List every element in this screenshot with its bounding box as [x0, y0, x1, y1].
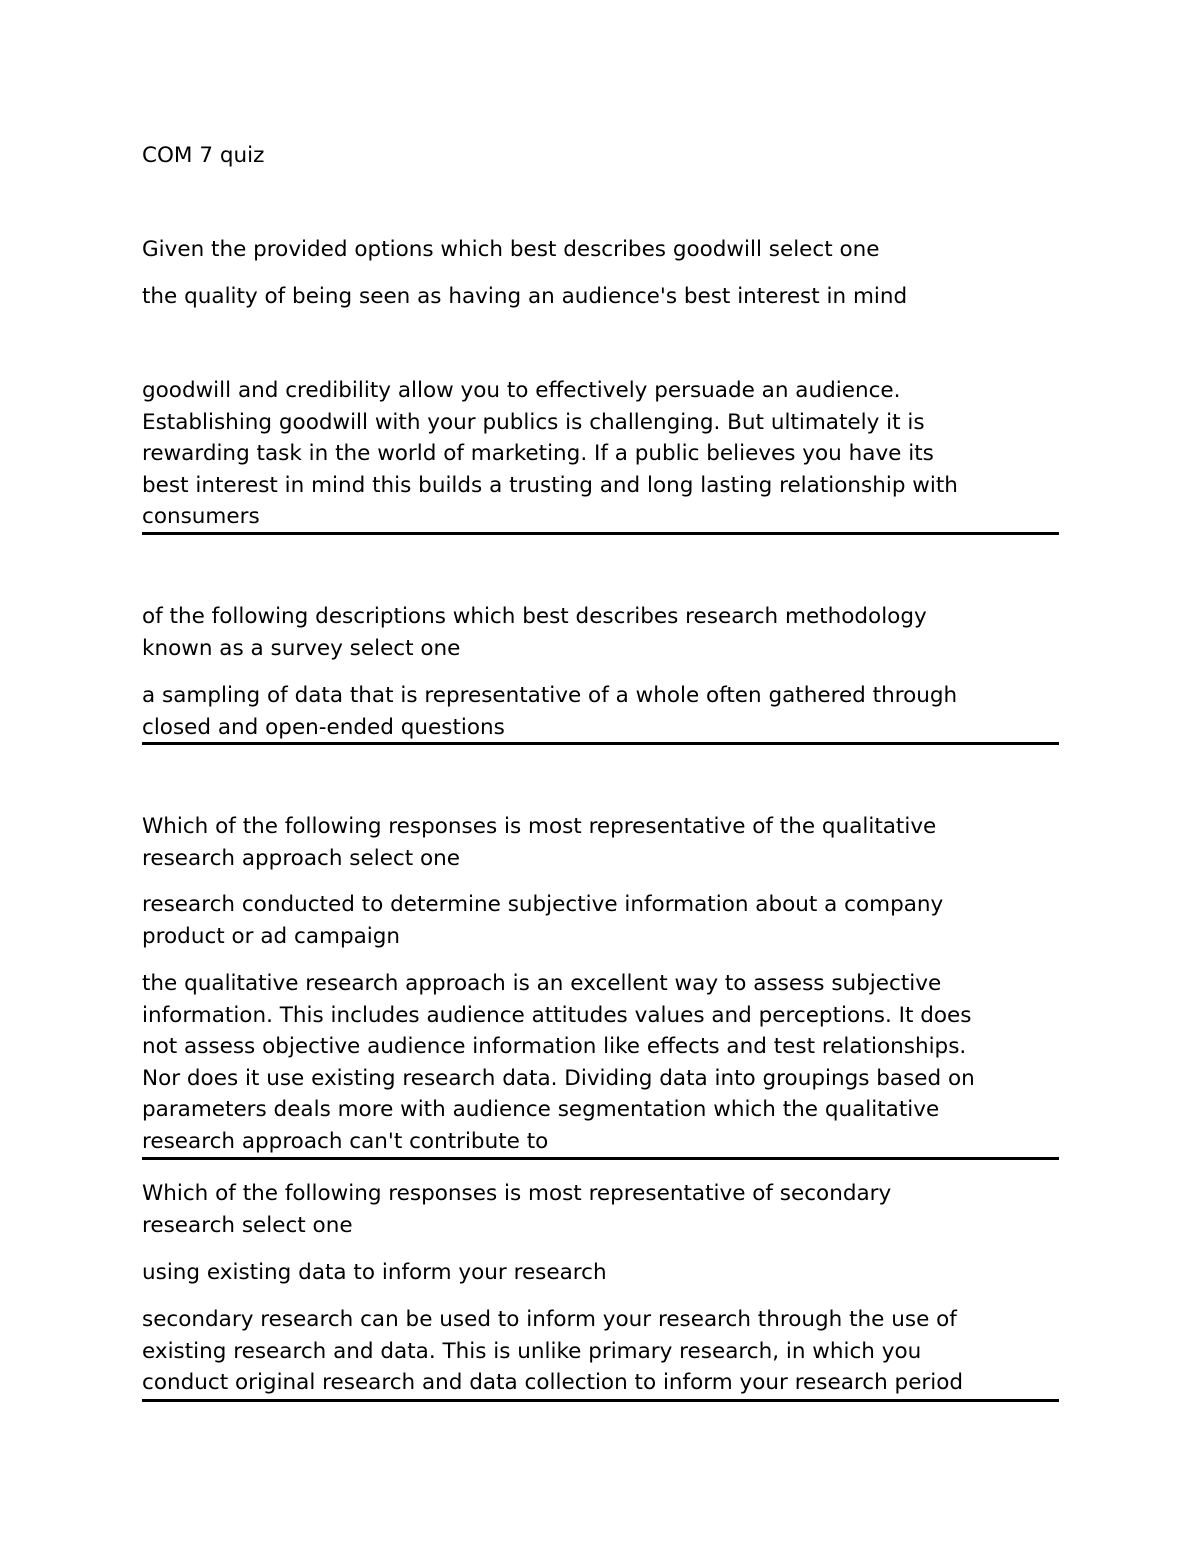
q2-answer: a sampling of data that is representative of a whole often gathered through closed and open-ended questions [142, 683, 958, 740]
q4-answer: using existing data to inform your research [142, 1260, 607, 1285]
section-divider-2 [142, 742, 1059, 745]
q4-explanation: secondary research can be used to inform your research through the use of existing research and data. This is unlike primary research, in which you conduct original research and data collection to inform your research period [142, 1307, 964, 1395]
q3-answer: research conducted to determine subjective information about a company product or ad campaign [142, 892, 944, 949]
q4-question: Which of the following responses is most representative of secondary research select one [142, 1181, 892, 1238]
section-divider-4 [142, 1399, 1059, 1402]
section-divider-3 [142, 1157, 1059, 1160]
document-title: COM 7 quiz [142, 143, 265, 168]
q3-explanation: the qualitative research approach is an excellent way to assess subjective information. This includes audience attitudes values and perceptions. It does not assess objective audience information like effects and test relationships. Nor does it use existing research data. Dividing data into groupings based on parameters deals more with audience segmentation which the qualitative research approach can't contribute to [142, 971, 975, 1154]
q1-answer: the quality of being seen as having an audience's best interest in mind [142, 284, 908, 309]
q1-question: Given the provided options which best describes goodwill select one [142, 237, 880, 262]
q3-question: Which of the following responses is most representative of the qualitative research approach select one [142, 814, 937, 871]
q1-explanation: goodwill and credibility allow you to effectively persuade an audience. Establishing goodwill with your publics is challenging. But ultimately it is rewarding task in the world of marketing. If a public believes you have its best interest in mind this builds a trusting and long lasting relationship with consumers [142, 378, 958, 529]
q2-question: of the following descriptions which best describes research methodology known as a survey select one [142, 604, 927, 661]
section-divider-1 [142, 532, 1059, 535]
